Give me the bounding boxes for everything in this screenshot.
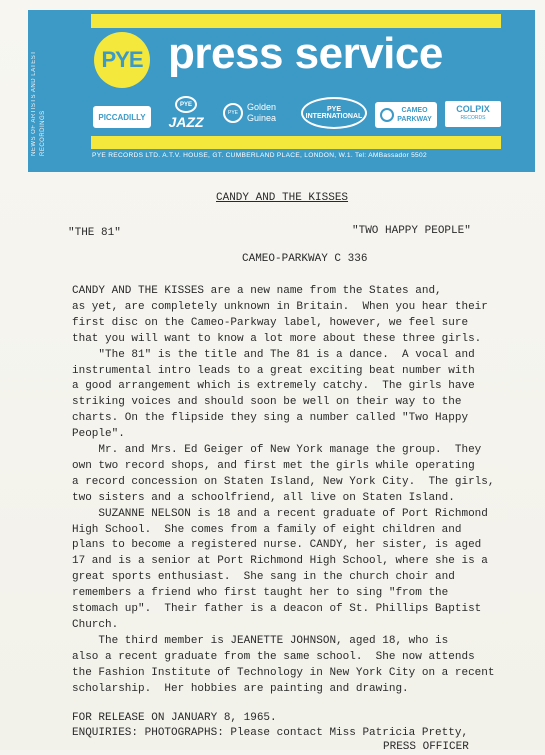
label-logos <box>93 96 501 132</box>
side-text-line2: LATEST RECORDINGS <box>31 50 46 156</box>
body-line: two sisters and a schoolfriend, all live on Staten Island. <box>72 491 455 504</box>
letterhead-title: press service <box>168 29 443 78</box>
colpix-logo <box>445 101 501 127</box>
cameo-line1: CAMEO <box>401 107 428 114</box>
body-line: remembers a friend who first taught her to sing "from the <box>72 587 449 600</box>
golden-guinea-emblem-icon: PYE <box>223 103 243 123</box>
golden-guinea-line2: Guinea <box>247 113 277 123</box>
body-line: a record concession on Staten Island, New York City. The girls, <box>72 475 495 488</box>
cameo-line2: PARKWAY <box>397 116 432 123</box>
letterhead-address: PYE RECORDS LTD. A.T.V. HOUSE, GT. CUMBERLAND PLACE, LONDON, W.1. Tel: AMBassador 5502 <box>92 152 427 159</box>
pye-international-mark: PYE <box>326 106 341 113</box>
body-line: that you will want to know a lot more about these three girls. <box>72 332 482 345</box>
golden-guinea-line1: Golden <box>247 102 277 112</box>
pye-international-label: INTERNATIONAL <box>305 113 363 120</box>
body-line: charts. On the flipside they sing a number called "Two Happy <box>72 412 469 425</box>
body-line: The third member is JEANETTE JOHNSON, aged 18, who is <box>72 634 449 647</box>
body-line: "The 81" is the title and The 81 is a dance. A vocal and <box>72 348 475 361</box>
body-line: also a recent graduate from the same school. She now attends <box>72 650 475 663</box>
body-line: great sports enthusiast. She sang in the church choir and <box>72 571 455 584</box>
golden-guinea-logo <box>223 96 289 130</box>
body-line: instrumental intro leads to a great exciting beat number with <box>72 364 475 377</box>
body-line: first disc on the Cameo-Parkway label, however, we feel sure <box>72 316 469 329</box>
letterhead-side-text <box>30 16 60 156</box>
golden-guinea-label <box>247 102 276 124</box>
cameo-emblem-icon <box>380 108 394 122</box>
body-line: 17 and is a senior at Port Richmond High School, where she is a <box>72 555 488 568</box>
pye-jazz-logo <box>159 96 213 130</box>
catalogue-number: CAMEO-PARKWAY C 336 <box>242 253 368 265</box>
body-line: scholarship. Her hobbies are painting and drawing. <box>72 682 409 695</box>
side-a-title: "THE 81" <box>68 227 121 239</box>
body-line: plans to become a registered nurse. CANDY, her sister, is aged <box>72 539 482 552</box>
pye-logo-text: PYE <box>101 47 143 72</box>
piccadilly-label: PICCADILLY <box>98 112 146 122</box>
pye-international-logo <box>301 97 367 129</box>
body-line: the Fashion Institute of Technology in New York City on a recent <box>72 666 495 679</box>
body-line: High School. She comes from a family of eight children and <box>72 523 462 536</box>
body-line: Mr. and Mrs. Ed Geiger of New York manage the group. They <box>72 444 482 456</box>
release-date-line: FOR RELEASE ON JANUARY 8, 1965. <box>72 712 277 724</box>
pye-jazz-emblem-icon: PYE <box>175 96 197 113</box>
piccadilly-logo <box>93 106 151 128</box>
colpix-sub-label: RECORDS <box>460 115 486 121</box>
side-text-line1: NEWS OF ARTISTS AND <box>31 77 37 156</box>
enquiries-line: ENQUIRIES: PHOTOGRAPHS: Please contact Miss Patricia Pretty, <box>72 727 469 739</box>
yellow-bar-top <box>91 14 501 28</box>
cameo-parkway-label <box>397 106 432 124</box>
body-line: as yet, are completely unknown in Britain. When you hear their <box>72 300 488 313</box>
body-line: SUZANNE NELSON is 18 and a recent graduate of Port Richmond <box>72 507 488 520</box>
press-officer-line: PRESS OFFICER <box>383 741 469 753</box>
pye-logo <box>94 32 150 88</box>
pye-jazz-label: JAZZ <box>168 114 204 130</box>
body-line: CANDY AND THE KISSES are a new name from the States and, <box>72 285 442 297</box>
colpix-label: COLPIX <box>456 104 490 114</box>
yellow-bar-bottom <box>91 136 501 149</box>
body-line: stomach up". Their father is a deacon of St. Phillips Baptist <box>72 603 482 615</box>
body-line: own two record shops, and first met the girls while operating <box>72 459 475 472</box>
side-b-title: "TWO HAPPY PEOPLE" <box>352 225 471 237</box>
release-heading: CANDY AND THE KISSES <box>216 192 349 204</box>
body-line: People". <box>72 428 125 441</box>
cameo-parkway-logo <box>375 102 437 128</box>
body-line: a good arrangement which is extremely catchy. The girls have <box>72 380 475 393</box>
body-line: striking voices and should soon be well on their way to the <box>72 396 462 409</box>
body-line: Church. <box>72 618 119 631</box>
